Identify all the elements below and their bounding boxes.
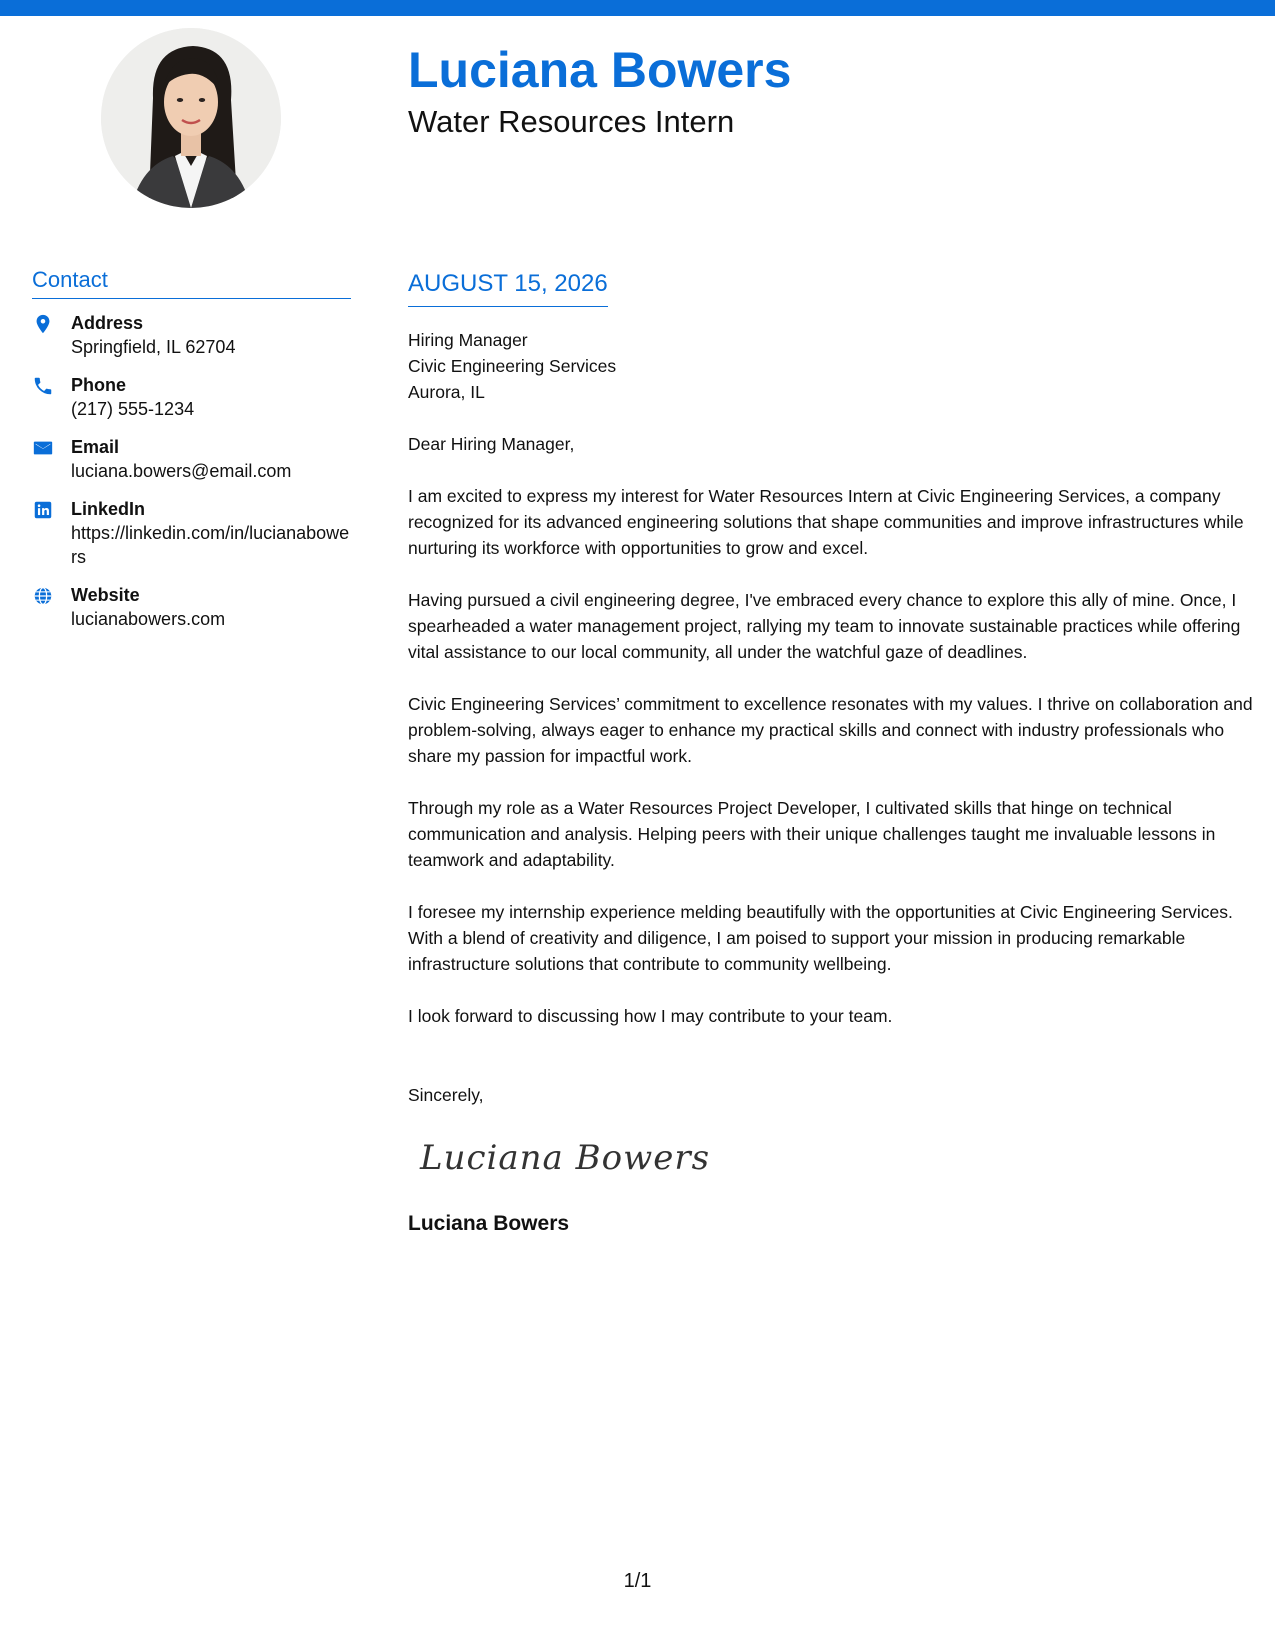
contact-item-linkedin <box>32 497 351 569</box>
recipient-line: Civic Engineering Services <box>408 356 617 376</box>
job-title: Water Resources Intern <box>408 104 735 139</box>
contact-label: Website <box>71 585 140 605</box>
contact-sidebar <box>32 266 351 645</box>
contact-label: LinkedIn <box>71 499 146 519</box>
recipient-block <box>408 327 1253 405</box>
contact-value: luciana.bowers@email.com <box>71 461 292 481</box>
contact-item-phone <box>32 373 351 421</box>
contact-value[interactable]: https://linkedin.com/in/lucianabowers <box>71 523 350 567</box>
letter-paragraph: Civic Engineering Services’ commitment to excellence resonates with my values. I thrive on collaboration and problem-solving, always eager to enhance my practical skills and connect with industry professionals who share my passion for impactful work. <box>408 694 1253 766</box>
salutation: Dear Hiring Manager, <box>408 434 575 454</box>
contact-heading: Contact <box>32 266 351 299</box>
linkedin-icon <box>32 499 54 521</box>
recipient-line: Aurora, IL <box>408 382 485 402</box>
letter-paragraph: Having pursued a civil engineering degree, I've embraced every chance to explore this ally of mine. Once, I spearheaded a water management project, rallying my team to innovate sustainable practices while offering vital assistance to our local community, all under the watchful gaze of deadlines. <box>408 590 1241 662</box>
avatar <box>101 28 281 208</box>
contact-value[interactable]: lucianabowers.com <box>71 609 226 629</box>
contact-value: Springfield, IL 62704 <box>71 337 236 357</box>
location-pin-icon <box>32 313 54 335</box>
letter-paragraph: I am excited to express my interest for Water Resources Intern at Civic Engineering Services, a company recognized for its advanced engineering solutions that shape communities and improve infrastructures while nurturing its workforce with opportunities to grow and excel. <box>408 486 1244 558</box>
letter-paragraph: Through my role as a Water Resources Project Developer, I cultivated skills that hinge on technical communication and analysis. Helping peers with their unique challenges taught me invaluable lessons in teamwork and adaptability. <box>408 798 1216 870</box>
letter-paragraph: I look forward to discussing how I may contribute to your team. <box>408 1006 893 1026</box>
contact-item-address <box>32 311 351 359</box>
contact-item-website <box>32 583 351 631</box>
letter-body <box>408 268 1253 1238</box>
phone-icon <box>32 375 54 397</box>
globe-icon <box>32 585 54 607</box>
closing: Sincerely, <box>408 1085 484 1105</box>
recipient-line: Hiring Manager <box>408 330 528 350</box>
letter-paragraph: I foresee my internship experience melding beautifully with the opportunities at Civic Engineering Services. With a blend of creativity and diligence, I am poised to support your mission in producing remarkable infrastructure solutions that contribute to community wellbeing. <box>408 902 1233 974</box>
applicant-name: Luciana Bowers <box>408 42 792 98</box>
signer-name: Luciana Bowers <box>408 1212 570 1235</box>
contact-value: (217) 555-1234 <box>71 399 195 419</box>
contact-item-email <box>32 435 351 483</box>
handwritten-signature: Luciana Bowers <box>420 1138 711 1178</box>
email-icon <box>32 437 54 459</box>
contact-label: Address <box>71 313 144 333</box>
letter-date: AUGUST 15, 2026 <box>408 268 608 307</box>
contact-label: Phone <box>71 375 127 395</box>
contact-label: Email <box>71 437 120 457</box>
page-number: 1/1 <box>623 1570 652 1592</box>
top-accent-bar <box>0 0 1275 16</box>
